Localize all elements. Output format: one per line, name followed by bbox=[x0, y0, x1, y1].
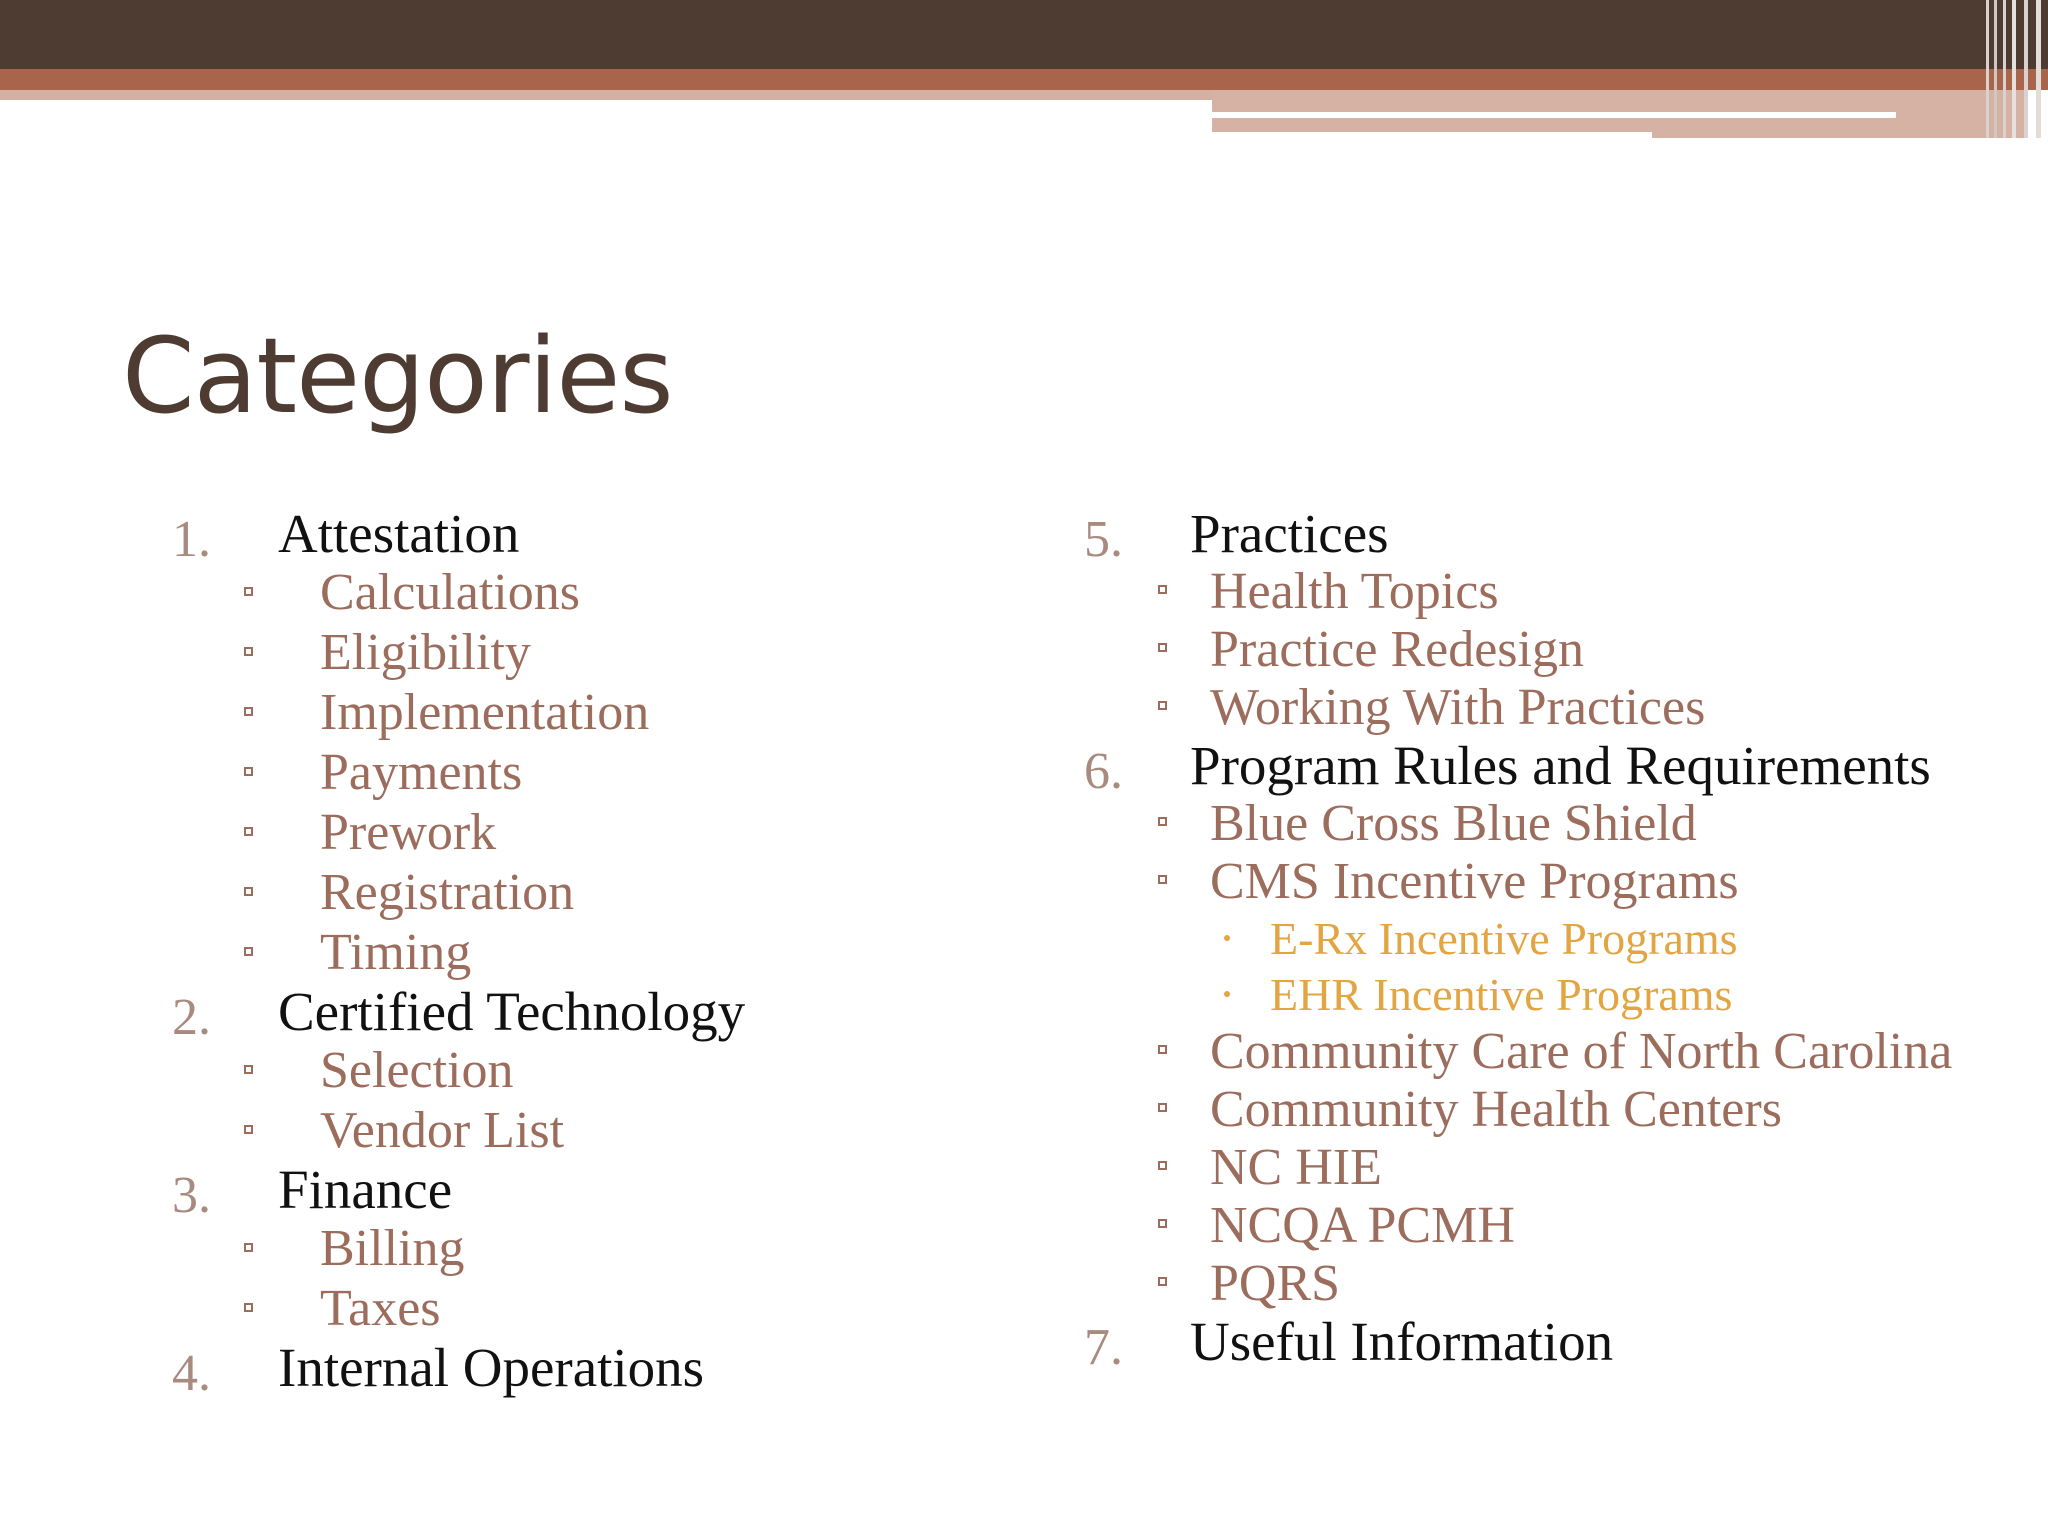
subcategory-item bbox=[172, 1279, 1052, 1339]
category-number: 7. bbox=[1084, 1319, 1123, 1376]
category-number: 6. bbox=[1084, 743, 1123, 800]
header-edge-stripe bbox=[1986, 0, 1989, 138]
subcategory-item bbox=[172, 1219, 1052, 1279]
header-edge-stripe bbox=[2036, 0, 2041, 138]
subcategory-item bbox=[172, 743, 1052, 803]
subcategory-label: Payments bbox=[320, 744, 523, 801]
category-heading bbox=[1084, 503, 2024, 568]
square-bullet-icon bbox=[1158, 817, 1167, 826]
category-item bbox=[172, 983, 1052, 1161]
square-bullet-icon bbox=[1158, 1277, 1167, 1286]
header-edge-stripe bbox=[1994, 0, 1997, 138]
subcategory-label: Vendor List bbox=[320, 1102, 565, 1159]
category-item bbox=[1084, 505, 2024, 737]
subcategory-item bbox=[1084, 853, 2024, 911]
category-heading bbox=[172, 1337, 1052, 1402]
header-accent-line bbox=[1212, 112, 1896, 118]
category-heading bbox=[1084, 735, 2024, 800]
subcategory-label: Implementation bbox=[320, 684, 650, 741]
subcategory-item bbox=[1084, 1255, 2024, 1313]
square-bullet-icon bbox=[1158, 1161, 1167, 1170]
subcategory-item bbox=[1084, 679, 2024, 737]
header-bar-dark bbox=[0, 0, 2048, 69]
square-bullet-icon bbox=[244, 647, 253, 656]
subcategory-item bbox=[172, 623, 1052, 683]
category-item bbox=[1084, 1311, 2024, 1376]
category-heading bbox=[172, 503, 1052, 568]
square-bullet-icon bbox=[244, 827, 253, 836]
subcategory-item bbox=[172, 923, 1052, 983]
subcategory-item bbox=[172, 863, 1052, 923]
category-label: Program Rules and Requirements bbox=[1190, 735, 1931, 796]
subcategory-label: Health Topics bbox=[1210, 563, 1499, 620]
square-bullet-icon bbox=[1158, 1045, 1167, 1054]
square-bullet-icon bbox=[1158, 875, 1167, 884]
category-number: 3. bbox=[172, 1167, 211, 1224]
subcategory-label: Eligibility bbox=[320, 624, 531, 681]
subcategory-label: PQRS bbox=[1210, 1255, 1341, 1312]
category-label: Certified Technology bbox=[278, 981, 746, 1042]
subcategory-label: NC HIE bbox=[1210, 1139, 1382, 1196]
subcategory-item bbox=[1084, 563, 2024, 621]
sub-subcategory-item bbox=[1084, 967, 2024, 1023]
subcategory-item bbox=[1084, 795, 2024, 853]
category-column-right bbox=[1084, 503, 2024, 1376]
subcategory-item bbox=[1084, 1081, 2024, 1139]
subcategory-label: Calculations bbox=[320, 564, 580, 621]
square-bullet-icon bbox=[1158, 1219, 1167, 1228]
sub-subcategory-label: E-Rx Incentive Programs bbox=[1270, 913, 1738, 964]
category-label: Finance bbox=[278, 1159, 453, 1220]
square-bullet-icon bbox=[244, 1065, 253, 1074]
dot-bullet-icon bbox=[1224, 991, 1230, 997]
category-label: Attestation bbox=[278, 503, 520, 564]
subcategory-item bbox=[1084, 1139, 2024, 1197]
subcategory-label: Practice Redesign bbox=[1210, 621, 1584, 678]
category-item bbox=[1084, 737, 2024, 1313]
category-item bbox=[172, 1161, 1052, 1339]
category-number: 4. bbox=[172, 1345, 211, 1402]
subcategory-item bbox=[172, 1101, 1052, 1161]
square-bullet-icon bbox=[1158, 701, 1167, 710]
square-bullet-icon bbox=[244, 767, 253, 776]
page-title: Categories bbox=[122, 315, 673, 437]
subcategory-label: Registration bbox=[320, 864, 575, 921]
subcategory-label: Prework bbox=[320, 804, 497, 861]
square-bullet-icon bbox=[244, 1125, 253, 1134]
category-item bbox=[172, 505, 1052, 983]
header-edge-stripe bbox=[2024, 0, 2028, 138]
subcategory-item bbox=[1084, 1023, 2024, 1081]
subcategory-label: Community Health Centers bbox=[1210, 1081, 1782, 1138]
category-number: 1. bbox=[172, 511, 211, 568]
header-edge-stripe bbox=[2003, 0, 2006, 138]
subcategory-label: Blue Cross Blue Shield bbox=[1210, 795, 1697, 852]
subcategory-label: Selection bbox=[320, 1042, 514, 1099]
square-bullet-icon bbox=[244, 947, 253, 956]
subcategory-label: Taxes bbox=[320, 1280, 441, 1337]
header-edge-stripe bbox=[2012, 0, 2016, 138]
dot-bullet-icon bbox=[1224, 935, 1230, 941]
square-bullet-icon bbox=[244, 887, 253, 896]
subcategory-label: Timing bbox=[320, 924, 472, 981]
subcategory-label: NCQA PCMH bbox=[1210, 1197, 1515, 1254]
category-item bbox=[172, 1337, 1052, 1402]
category-heading bbox=[172, 981, 1052, 1046]
subcategory-item bbox=[172, 803, 1052, 863]
category-label: Practices bbox=[1190, 503, 1389, 564]
subcategory-item bbox=[1084, 621, 2024, 679]
header-bar-rust bbox=[0, 69, 2048, 90]
sub-subcategory-label: EHR Incentive Programs bbox=[1270, 969, 1733, 1020]
subcategory-label: Billing bbox=[320, 1220, 465, 1277]
header-bar-pale-left bbox=[0, 90, 1212, 100]
subcategory-item bbox=[172, 1041, 1052, 1101]
category-heading bbox=[172, 1159, 1052, 1224]
category-heading bbox=[1084, 1311, 2024, 1376]
category-column-left bbox=[172, 503, 1052, 1402]
subcategory-item bbox=[172, 683, 1052, 743]
square-bullet-icon bbox=[244, 587, 253, 596]
category-label: Useful Information bbox=[1190, 1311, 1614, 1372]
category-number: 5. bbox=[1084, 511, 1123, 568]
square-bullet-icon bbox=[244, 1243, 253, 1252]
subcategory-label: CMS Incentive Programs bbox=[1210, 853, 1739, 910]
square-bullet-icon bbox=[1158, 643, 1167, 652]
square-bullet-icon bbox=[244, 1303, 253, 1312]
category-label: Internal Operations bbox=[278, 1337, 705, 1398]
subcategory-label: Community Care of North Carolina bbox=[1210, 1023, 1953, 1080]
sub-subcategory-item bbox=[1084, 911, 2024, 967]
subcategory-item bbox=[1084, 1197, 2024, 1255]
header-accent-line bbox=[1212, 132, 1652, 138]
square-bullet-icon bbox=[244, 707, 253, 716]
square-bullet-icon bbox=[1158, 585, 1167, 594]
subcategory-label: Working With Practices bbox=[1210, 679, 1706, 736]
category-number: 2. bbox=[172, 989, 211, 1046]
subcategory-item bbox=[172, 563, 1052, 623]
square-bullet-icon bbox=[1158, 1103, 1167, 1112]
